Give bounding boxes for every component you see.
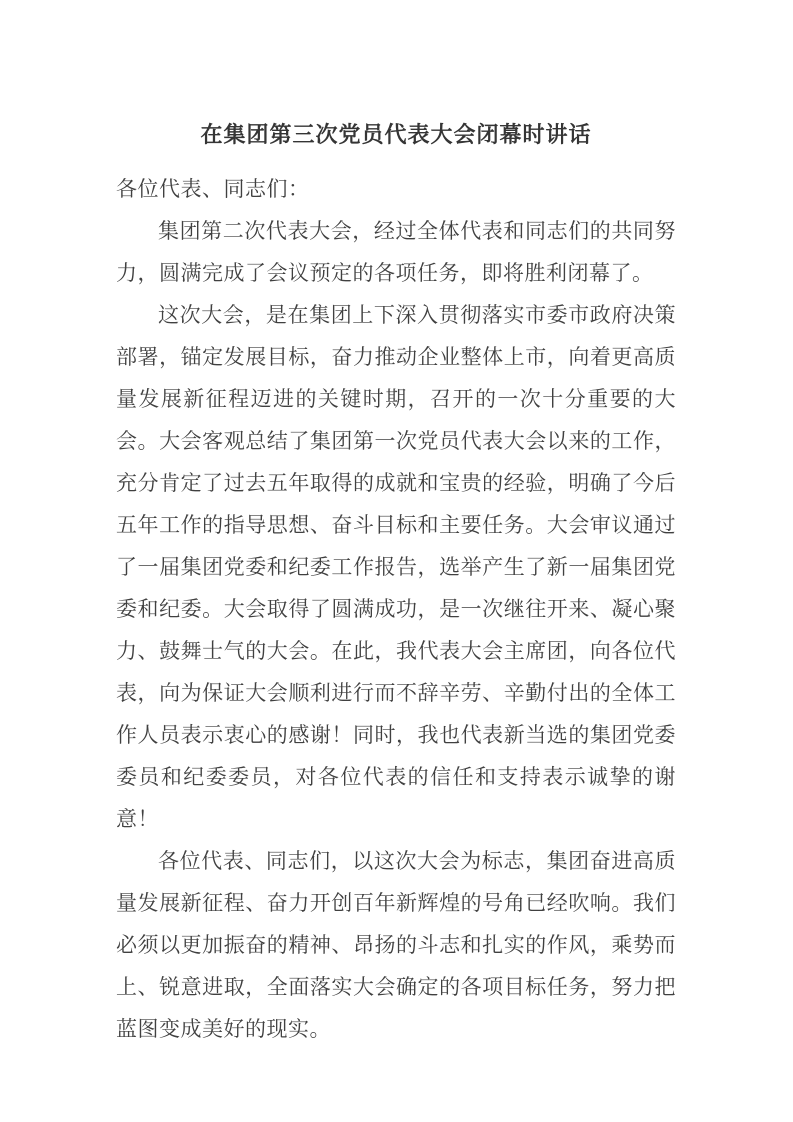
paragraph-1: 集团第二次代表大会，经过全体代表和同志们的共同努力，圆满完成了会议预定的各项任务，即将胜利闭幕了。 xyxy=(116,219,676,285)
salutation-line: 各位代表、同志们： xyxy=(116,177,310,201)
document-title: 在集团第三次党员代表大会闭幕时讲话 xyxy=(200,122,592,147)
paragraph-2: 这次大会，是在集团上下深入贯彻落实市委市政府决策部署，锚定发展目标，奋力推动企业整体上市，向着更高质量发展新征程迈进的关键时期，召开的一次十分重要的大会。大会客观总结了集团第一次党员代表大会以来的工作，充分肯定了过去五年取得的成就和宝贵的经验，明确了今后五年工作的指导思想、奋斗目标和主要任务。大会审议通过了一届集团党委和纪委工作报告，选举产生了新一届集团党委和纪委。大会取得了圆满成功，是一次继往开来、凝心聚力、鼓舞士气的大会。在此，我代表大会主席团，向各位代表，向为保证大会顺利进行而不辞辛劳、辛勤付出的全体工作人员表示衷心的感谢！同时，我也代表新当选的集团党委委员和纪委委员，对各位代表的信任和支持表示诚挚的谢意！ xyxy=(116,303,676,831)
paragraph-3: 各位代表、同志们，以这次大会为标志，集团奋进高质量发展新征程、奋力开创百年新辉煌的号角已经吹响。我们必须以更加振奋的精神、昂扬的斗志和扎实的作风，乘势而上、锐意进取，全面落实大会确定的各项目标任务，努力把蓝图变成美好的现实。 xyxy=(116,849,676,1041)
document-body xyxy=(116,168,676,1050)
